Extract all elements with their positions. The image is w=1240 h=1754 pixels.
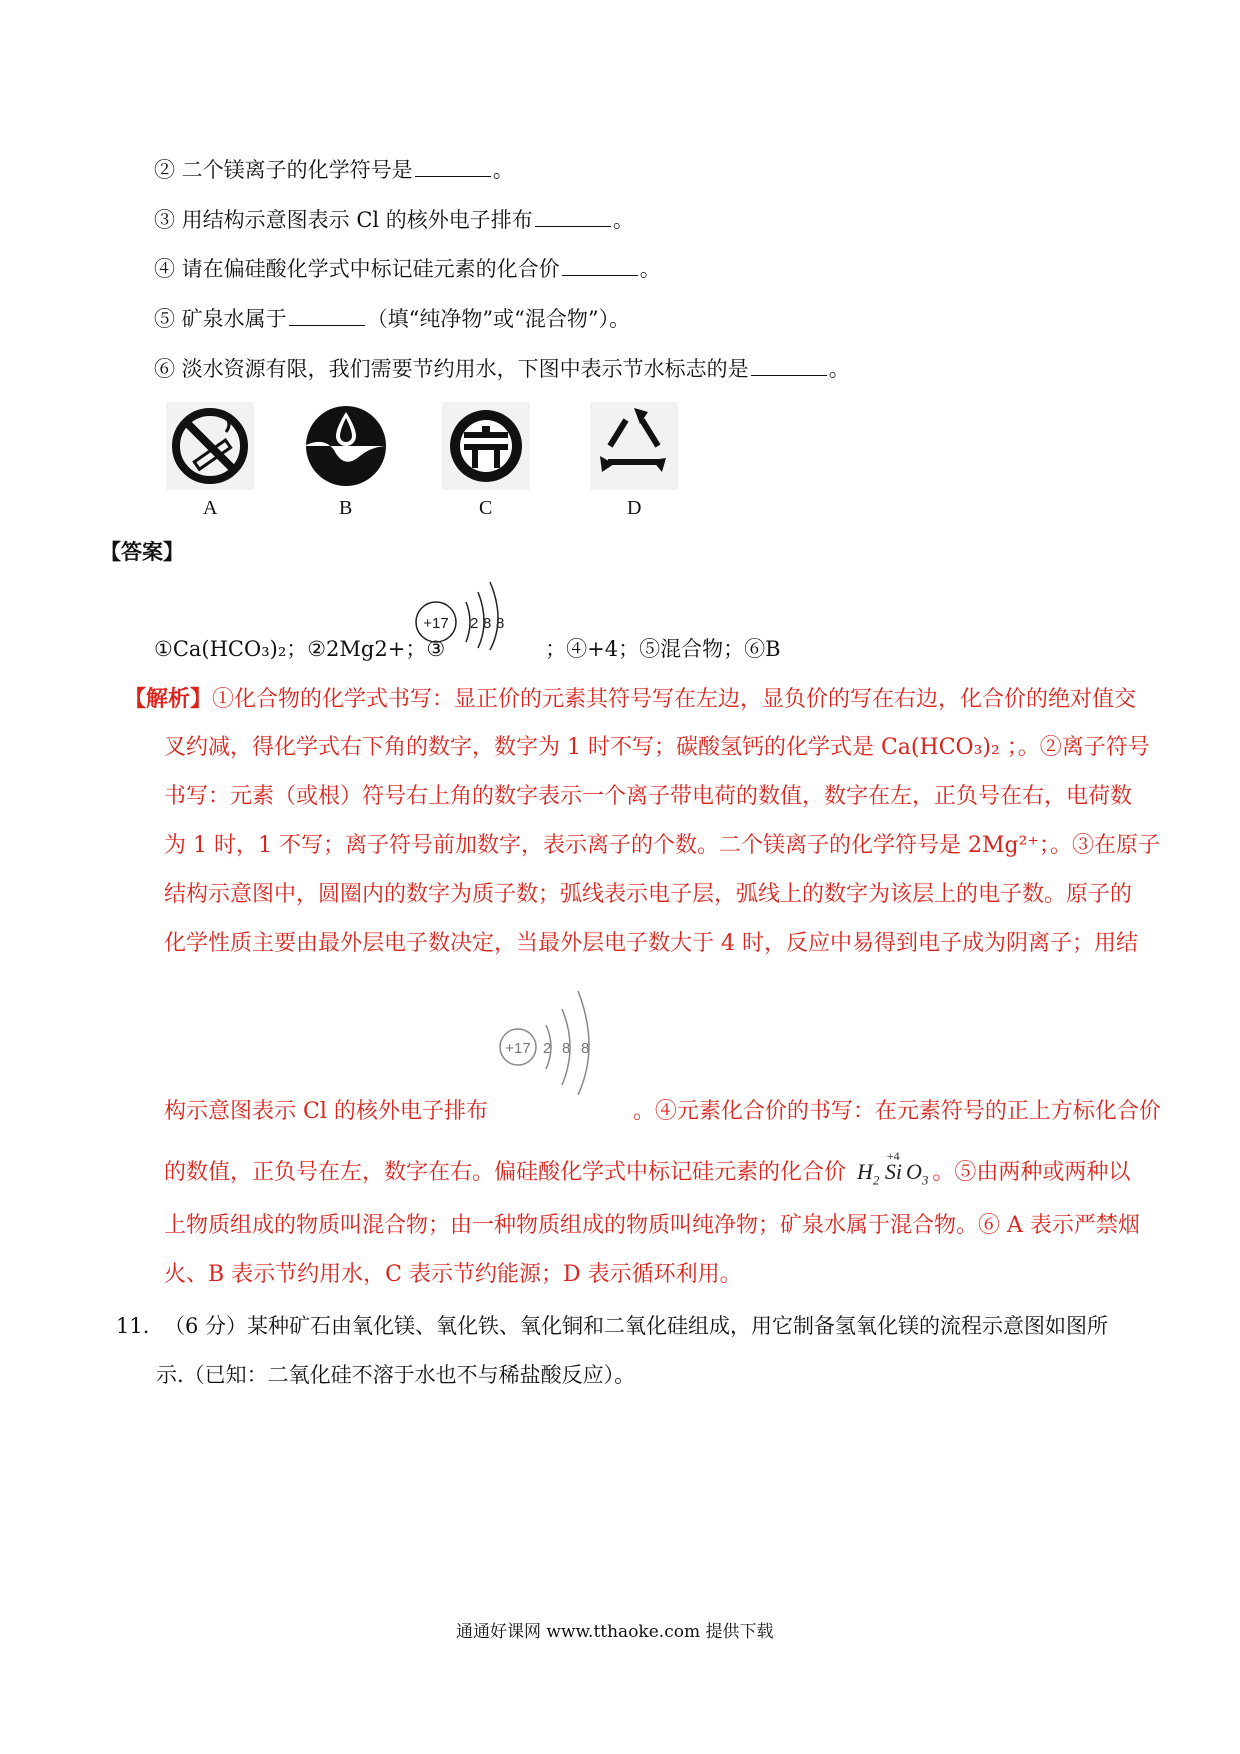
question-suffix: 。: [639, 257, 661, 281]
question-text: ⑤ 矿泉水属于: [154, 307, 287, 331]
question-2: [154, 156, 514, 184]
nucleus-charge: +17: [505, 1040, 531, 1057]
sign-d: [590, 402, 678, 490]
question-text: （6 分）某种矿石由氧化镁、氧化铁、氧化铜和二氧化硅组成，用它制备氢氧化镁的流程示意图如图所: [164, 1314, 1109, 1338]
sign-a-label: A: [203, 497, 218, 519]
question-6: [154, 355, 850, 383]
analysis-line-10: 火、B 表示节约用水，C 表示节约能源；D 表示循环利用。: [164, 1262, 742, 1287]
shell-1-count: 2: [543, 1040, 552, 1057]
energy-saving-icon: [442, 402, 530, 490]
analysis-text: 构示意图表示 Cl 的核外电子排布: [164, 1099, 488, 1124]
answer-blank: [289, 307, 365, 326]
question-suffix: 。: [492, 158, 514, 182]
water-saving-icon: [302, 402, 390, 490]
analysis-line-4: 为 1 时，1 不写；离子符号前加数字，表示离子的个数。二个镁离子的化学符号是 2Mg²⁺；。③在原子: [164, 833, 1161, 858]
question-suffix: 。: [612, 208, 634, 232]
analysis-line-7: [164, 1097, 1161, 1127]
analysis-text: 。⑤由两种或两种以: [932, 1160, 1131, 1185]
shell-2-count: 8: [562, 1040, 571, 1057]
question-5: [154, 305, 630, 333]
sign-c-label: C: [479, 497, 493, 519]
analysis-line-9: 上物质组成的物质叫混合物；由一种物质组成的物质叫纯净物；矿泉水属于混合物。⑥ A 表示严禁烟: [164, 1213, 1140, 1238]
formula-o-sub: 3: [921, 1172, 929, 1188]
analysis-line-3: 书写：元素（或根）符号右上角的数字表示一个离子带电荷的数值，数字在左，正负号在右，电荷数: [164, 784, 1133, 809]
analysis-text: 。④元素化合价的书写：在元素符号的正上方标化合价: [632, 1099, 1161, 1124]
analysis-line-6: 化学性质主要由最外层电子数决定，当最外层电子数大于 4 时，反应中易得到电子成为阴离子；用结: [164, 931, 1138, 956]
sign-b: [302, 402, 390, 490]
page-footer: 通通好课网 www.tthaoke.com 提供下载: [456, 1622, 774, 1642]
answer-heading: 【答案】: [100, 539, 184, 564]
question-suffix: （填“纯净物”或“混合物”）。: [366, 307, 631, 331]
shell-2-count: 8: [483, 615, 492, 632]
chlorine-atom-diagram: [408, 578, 520, 654]
formula-h: H: [857, 1159, 873, 1184]
answer-blank: [751, 357, 827, 376]
question-text: ⑥ 淡水资源有限，我们需要节约用水，下图中表示节水标志的是: [154, 357, 749, 381]
shell-3-count: 8: [581, 1040, 590, 1057]
answer-part1: ①Ca(HCO₃)₂；②2Mg2+；③: [154, 637, 446, 661]
formula-si: Si: [884, 1159, 903, 1184]
formula-valence: +4: [886, 1149, 900, 1163]
answer-blank: [535, 208, 611, 227]
answer-blank: [415, 158, 491, 177]
formula-h-sub: 2: [872, 1172, 880, 1188]
no-smoking-icon: [166, 402, 254, 490]
analysis-text: 的数值，正负号在左，数字在右。偏硅酸化学式中标记硅元素的化合价: [164, 1160, 847, 1185]
analysis-line-5: 结构示意图中，圆圈内的数字为质子数；弧线表示电子层，弧线上的数字为该层上的电子数。原子的: [164, 882, 1133, 907]
question-suffix: 。: [828, 357, 850, 381]
analysis-line-1: [124, 684, 1136, 715]
analysis-line-8: [164, 1149, 1131, 1195]
question-number: 11.: [116, 1314, 150, 1338]
sign-c: [442, 402, 530, 490]
analysis-tag: 【解析】: [124, 686, 213, 712]
question-4: [154, 255, 661, 283]
question-11-line-1: [116, 1312, 1108, 1340]
question-text: ② 二个镁离子的化学符号是: [154, 158, 413, 182]
sign-d-label: D: [627, 497, 642, 519]
question-text: ④ 请在偏硅酸化学式中标记硅元素的化合价: [154, 257, 560, 281]
sign-b-label: B: [339, 497, 353, 519]
shell-3-count: 8: [496, 615, 505, 632]
question-11-line-2: 示.（已知：二氧化硅不溶于水也不与稀盐酸反应）。: [156, 1363, 636, 1387]
analysis-line-2: 叉约减，得化学式右下角的数字，数字为 1 时不写；碳酸氢钙的化学式是 Ca(HCO₃)₂ ；。②离子符号: [164, 735, 1150, 760]
silicic-acid-formula: [857, 1149, 929, 1195]
formula-o: O: [906, 1159, 922, 1184]
analysis-text: ①化合物的化学式书写：显正价的元素其符号写在左边，显负价的写在右边，化合价的绝对值交: [212, 687, 1137, 712]
shell-1-count: 2: [470, 615, 479, 632]
sign-a: [166, 402, 254, 490]
recycle-icon: [590, 402, 678, 490]
answer-blank: [562, 257, 638, 276]
question-text: ③ 用结构示意图表示 Cl 的核外电子排布: [154, 208, 533, 232]
question-3: [154, 206, 634, 234]
nucleus-charge: +17: [423, 615, 449, 632]
chlorine-atom-diagram-analysis: [496, 985, 626, 1095]
answer-part2: ；④+4；⑤混合物；⑥B: [545, 637, 781, 661]
